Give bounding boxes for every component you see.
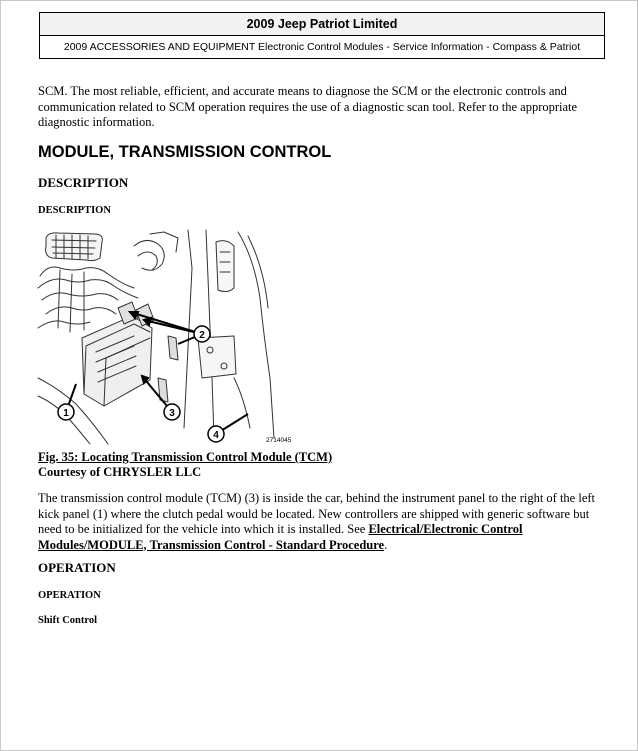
description-subheading: DESCRIPTION xyxy=(38,205,111,216)
intro-paragraph: SCM. The most reliable, efficient, and accurate means to diagnose the SCM or the electronic controls and communication related to SCM operation requires the use of a diagnostic scan tool. Refer to the appropriate diagnostic information. xyxy=(38,84,578,129)
operation-heading: OPERATION xyxy=(38,560,116,575)
document-subtitle: 2009 ACCESSORIES AND EQUIPMENT Electronic Control Modules - Service Information - Compass & Patriot xyxy=(63,41,581,53)
figure-caption: Fig. 35: Locating Transmission Control Module (TCM) xyxy=(38,450,333,464)
section-heading: MODULE, TRANSMISSION CONTROL xyxy=(38,143,332,161)
figure-courtesy: Courtesy of CHRYSLER LLC xyxy=(38,465,202,479)
shift-control-heading: Shift Control xyxy=(38,615,98,626)
callout-label-3: 3 xyxy=(169,408,175,419)
body-paragraph xyxy=(38,491,604,553)
tcm-location-figure xyxy=(38,228,292,444)
procedure-link[interactable]: Electrical/Electronic Control Modules/MODULE, Transmission Control - Standard Procedure xyxy=(38,522,523,552)
operation-subheading: OPERATION xyxy=(38,590,101,601)
document-header xyxy=(39,12,605,59)
description-heading: DESCRIPTION xyxy=(38,175,129,190)
callout-label-4: 4 xyxy=(213,430,219,441)
body-end: . xyxy=(384,537,388,552)
body-text: The transmission control module (TCM) (3) is inside the car, behind the instrument panel to the right of the left kick panel (1) where the clutch pedal would be located. New controllers are shipped with generic software but need to be initialized for the vehicle into which it is installed. See xyxy=(38,491,596,536)
figure-caption-block xyxy=(38,450,332,480)
callout-label-2: 2 xyxy=(199,330,205,341)
callout-label-1: 1 xyxy=(63,408,69,419)
document-title: 2009 Jeep Patriot Limited xyxy=(40,13,604,36)
figure-code: 2714045 xyxy=(266,437,292,444)
